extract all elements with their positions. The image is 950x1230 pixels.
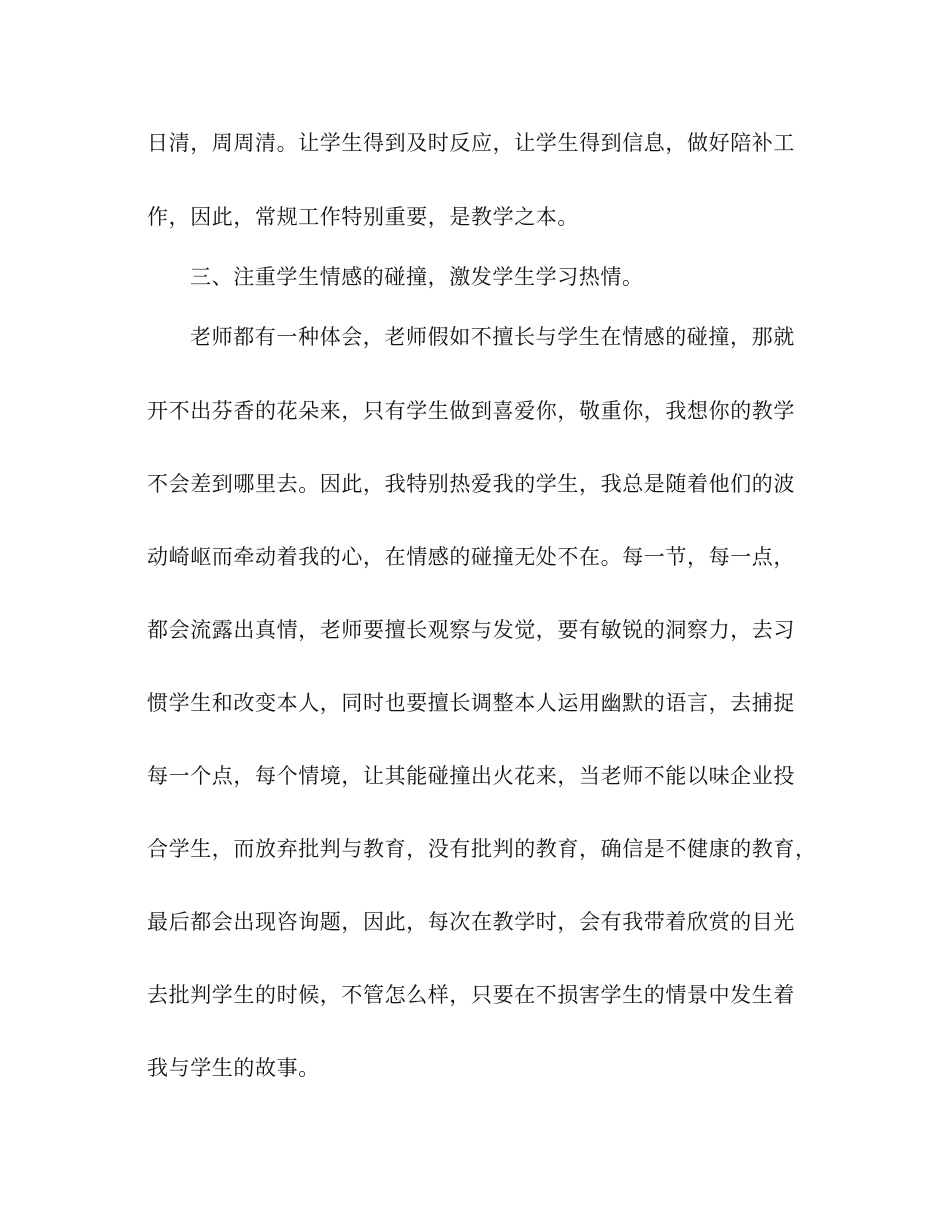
paragraph-line: 作，因此，常规工作特别重要，是教学之本。	[147, 205, 579, 229]
paragraph-line: 都会流露出真情，老师要擅长观察与发觉，要有敏锐的洞察力，去习	[147, 618, 795, 642]
paragraph-line: 我与学生的故事。	[147, 1056, 320, 1080]
paragraph-line: 不会差到哪里去。因此，我特别热爱我的学生，我总是随着他们的波	[147, 472, 795, 496]
paragraph-line: 动崎岖而牵动着我的心，在情感的碰撞无处不在。每一节，每一点，	[147, 545, 795, 569]
paragraph-line: 惯学生和改变本人，同时也要擅长调整本人运用幽默的语言，去捕捉	[147, 691, 795, 715]
paragraph-line: 每一个点，每个情境，让其能碰撞出火花来，当老师不能以味企业投	[147, 764, 795, 788]
paragraph-line: 老师都有一种体会，老师假如不擅长与学生在情感的碰撞，那就	[190, 325, 795, 349]
section-heading: 三、注重学生情感的碰撞，激发学生学习热情。	[190, 265, 644, 289]
paragraph-line: 最后都会出现咨询题，因此，每次在教学时，会有我带着欣赏的目光	[147, 910, 795, 934]
paragraph-line: 日清，周周清。让学生得到及时反应，让学生得到信息，做好陪补工	[147, 131, 795, 155]
paragraph-line: 去批判学生的时候，不管怎么样，只要在不损害学生的情景中发生着	[147, 983, 795, 1007]
paragraph-line: 合学生，而放弃批判与教育，没有批判的教育，确信是不健康的教育，	[147, 837, 817, 861]
paragraph-line: 开不出芬香的花朵来，只有学生做到喜爱你，敬重你，我想你的教学	[147, 399, 795, 423]
